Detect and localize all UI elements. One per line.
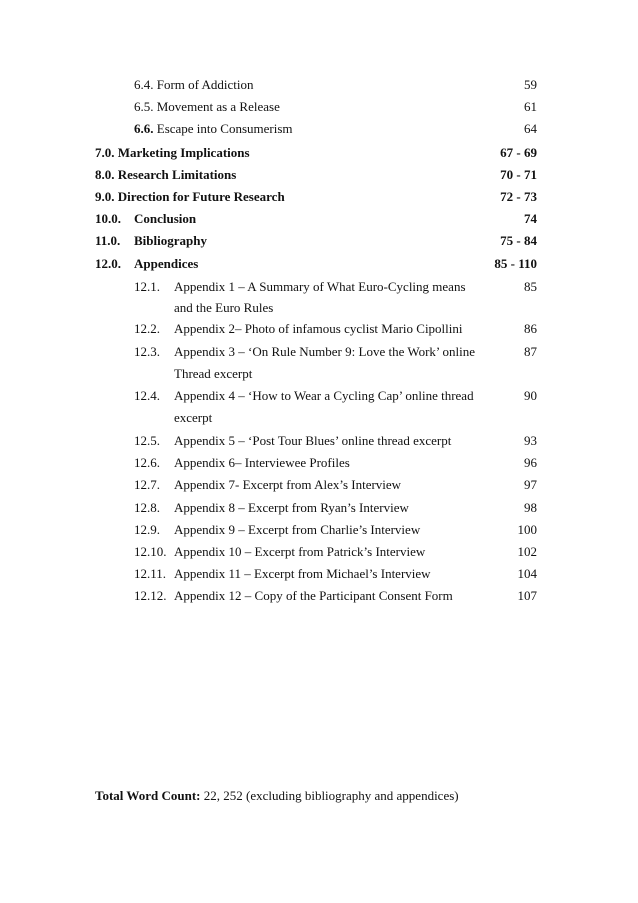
appendix-number: 12.1. <box>134 279 160 294</box>
page-number: 74 <box>524 211 537 226</box>
section-title: Escape into Consumerism <box>156 121 293 136</box>
page-number: 107 <box>517 588 537 603</box>
page-number: 67 - 69 <box>500 145 537 160</box>
page-number: 86 <box>524 321 537 336</box>
appendix-title: Appendix 5 – ‘Post Tour Blues’ online thread excerpt <box>174 433 452 448</box>
word-count-label: Total Word Count: <box>95 788 201 803</box>
appendix-title: Appendix 9 – Excerpt from Charlie’s Interview <box>174 522 421 537</box>
page-number: 85 <box>524 279 537 294</box>
appendix-title: Appendix 7- Excerpt from Alex’s Interview <box>174 477 402 492</box>
appendix-number: 12.12. <box>134 588 167 603</box>
appendix-title: Appendix 11 – Excerpt from Michael’s Interview <box>174 566 431 581</box>
page-number: 96 <box>524 455 537 470</box>
toc-entry-6-5 <box>134 99 280 115</box>
page-number: 100 <box>517 522 537 537</box>
appendix-number: 12.9. <box>134 522 160 537</box>
toc-entry-6-4 <box>134 77 254 93</box>
appendix-number: 12.2. <box>134 321 160 336</box>
toc-entry-12-number: 12.0. <box>95 256 121 271</box>
toc-entry-10-title: Conclusion <box>134 211 197 226</box>
appendix-number: 12.4. <box>134 388 160 403</box>
appendix-title: Appendix 6– Interviewee Profiles <box>174 455 350 470</box>
toc-entry-11-title: Bibliography <box>134 233 207 248</box>
toc-entry-6-6 <box>134 121 293 137</box>
section-title: Movement as a Release <box>156 99 280 114</box>
appendix-title: Appendix 4 – ‘How to Wear a Cycling Cap’ online thread <box>174 388 474 403</box>
appendix-number: 12.8. <box>134 500 160 515</box>
page-number: 85 - 110 <box>494 256 537 271</box>
appendix-title: Appendix 12 – Copy of the Participant Consent Form <box>174 588 453 603</box>
appendix-title: Appendix 3 – ‘On Rule Number 9: Love the Work’ online <box>174 344 476 359</box>
page-number: 97 <box>524 477 537 492</box>
total-word-count <box>95 788 459 804</box>
appendix-title: Appendix 2– Photo of infamous cyclist Mario Cipollini <box>174 321 463 336</box>
page-number: 98 <box>524 500 537 515</box>
page-number: 59 <box>524 77 537 92</box>
section-title: Form of Addiction <box>156 77 254 92</box>
page-number: 87 <box>524 344 537 359</box>
section-number: 6.4. <box>134 77 154 92</box>
toc-entry-12-title: Appendices <box>134 256 199 271</box>
toc-entry-7: 7.0. Marketing Implications <box>95 145 250 160</box>
page-number: 75 - 84 <box>500 233 537 248</box>
toc-entry-11-number: 11.0. <box>95 233 121 248</box>
page-number: 61 <box>524 99 537 114</box>
section-number: 6.5. <box>134 99 154 114</box>
appendix-number: 12.11. <box>134 566 167 581</box>
toc-entry-10-number: 10.0. <box>95 211 121 226</box>
word-count-value: 22, 252 (excluding bibliography and appendices) <box>203 788 459 803</box>
appendix-number: 12.3. <box>134 344 160 359</box>
appendix-number: 12.6. <box>134 455 160 470</box>
section-number: 6.6. <box>134 121 154 136</box>
page-number: 90 <box>524 388 537 403</box>
appendix-title-continued: excerpt <box>174 410 213 425</box>
appendix-title: Appendix 10 – Excerpt from Patrick’s Interview <box>174 544 426 559</box>
appendix-title: Appendix 8 – Excerpt from Ryan’s Interview <box>174 500 409 515</box>
page-number: 64 <box>524 121 537 136</box>
page-number: 70 - 71 <box>500 167 537 182</box>
toc-entry-8: 8.0. Research Limitations <box>95 167 237 182</box>
appendix-title-continued: Thread excerpt <box>174 366 253 381</box>
page-number: 104 <box>517 566 537 581</box>
appendix-number: 12.10. <box>134 544 167 559</box>
toc-entry-9: 9.0. Direction for Future Research <box>95 189 285 204</box>
appendix-title: Appendix 1 – A Summary of What Euro-Cycling means <box>174 279 466 294</box>
page-number: 93 <box>524 433 537 448</box>
page-number: 72 - 73 <box>500 189 537 204</box>
appendix-number: 12.5. <box>134 433 160 448</box>
appendix-title-continued: and the Euro Rules <box>174 300 274 315</box>
page-number: 102 <box>517 544 537 559</box>
appendix-number: 12.7. <box>134 477 160 492</box>
